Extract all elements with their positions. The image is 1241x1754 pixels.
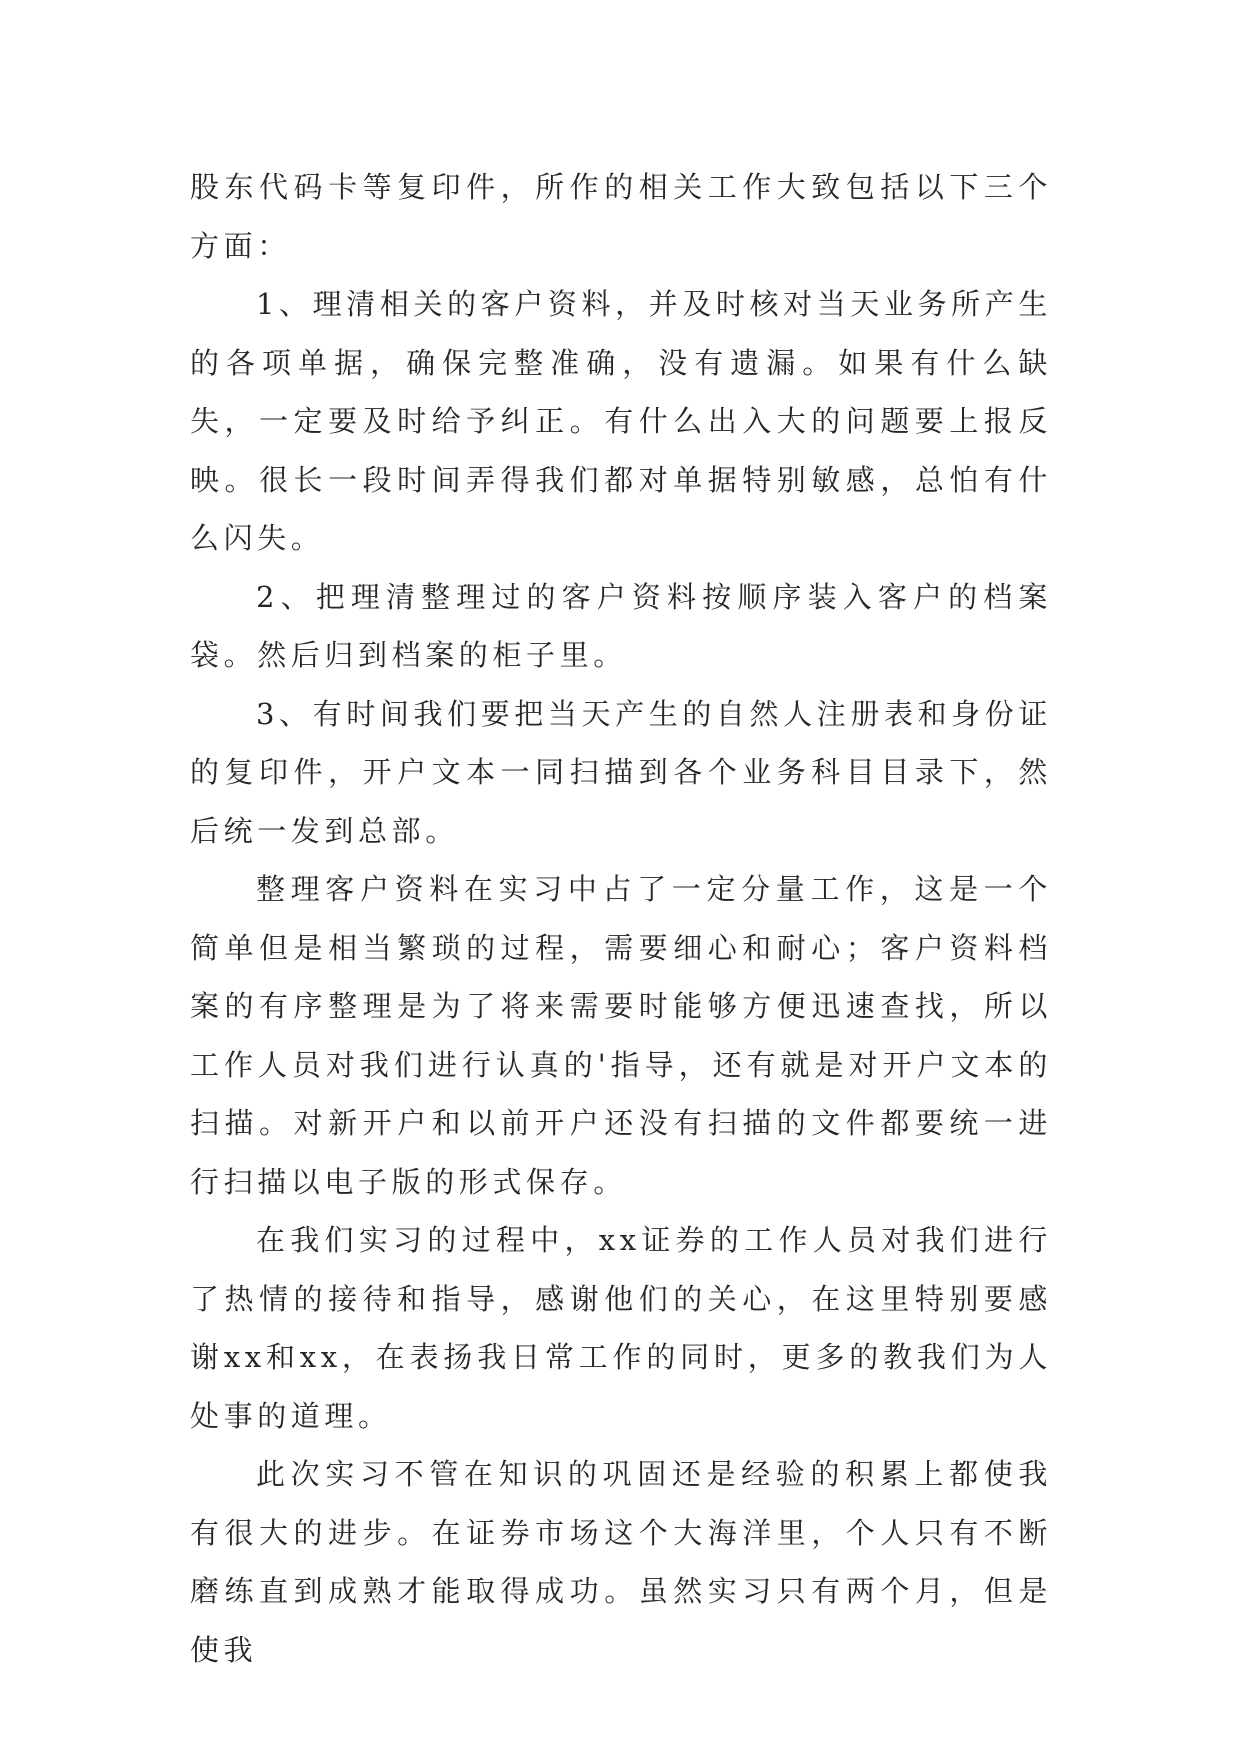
paragraph-summary: 此次实习不管在知识的巩固还是经验的积累上都使我有很大的进步。在证券市场这个大海洋里，个人只有不断磨练直到成熟才能取得成功。虽然实习只有两个月，但是使我 [190, 1457, 1052, 1667]
paragraph-client-records: 整理客户资料在实习中占了一定分量工作，这是一个简单但是相当繁琐的过程，需要细心和耐心；客户资料档案的有序整理是为了将来需要时能够方便迅速查找，所以工作人员对我们进行认真的'指导，还有就是对开户文本的扫描。对新开户和以前开户还没有扫描的文件都要统一进行扫描以电子版的形式保存。 [190, 872, 1052, 1199]
paragraph-item-1: 1、理清相关的客户资料，并及时核对当天业务所产生的各项单据，确保完整准确，没有遗漏。如果有什么缺失，一定要及时给予纠正。有什么出入大的问题要上报反映。很长一段时间弄得我们都对单据特别敏感，总怕有什么闪失。 [190, 287, 1052, 555]
paragraph-continuation: 股东代码卡等复印件，所作的相关工作大致包括以下三个方面： [190, 170, 1052, 263]
document-body [190, 158, 1052, 1679]
paragraph-acknowledgement: 在我们实习的过程中，xx证券的工作人员对我们进行了热情的接待和指导，感谢他们的关心，在这里特别要感谢xx和xx，在表扬我日常工作的同时，更多的教我们为人处事的道理。 [190, 1223, 1052, 1433]
paragraph-item-2: 2、把理清整理过的客户资料按顺序装入客户的档案袋。然后归到档案的柜子里。 [190, 579, 1052, 672]
paragraph-item-3: 3、有时间我们要把当天产生的自然人注册表和身份证的复印件，开户文本一同扫描到各个业务科目目录下，然后统一发到总部。 [190, 696, 1052, 848]
